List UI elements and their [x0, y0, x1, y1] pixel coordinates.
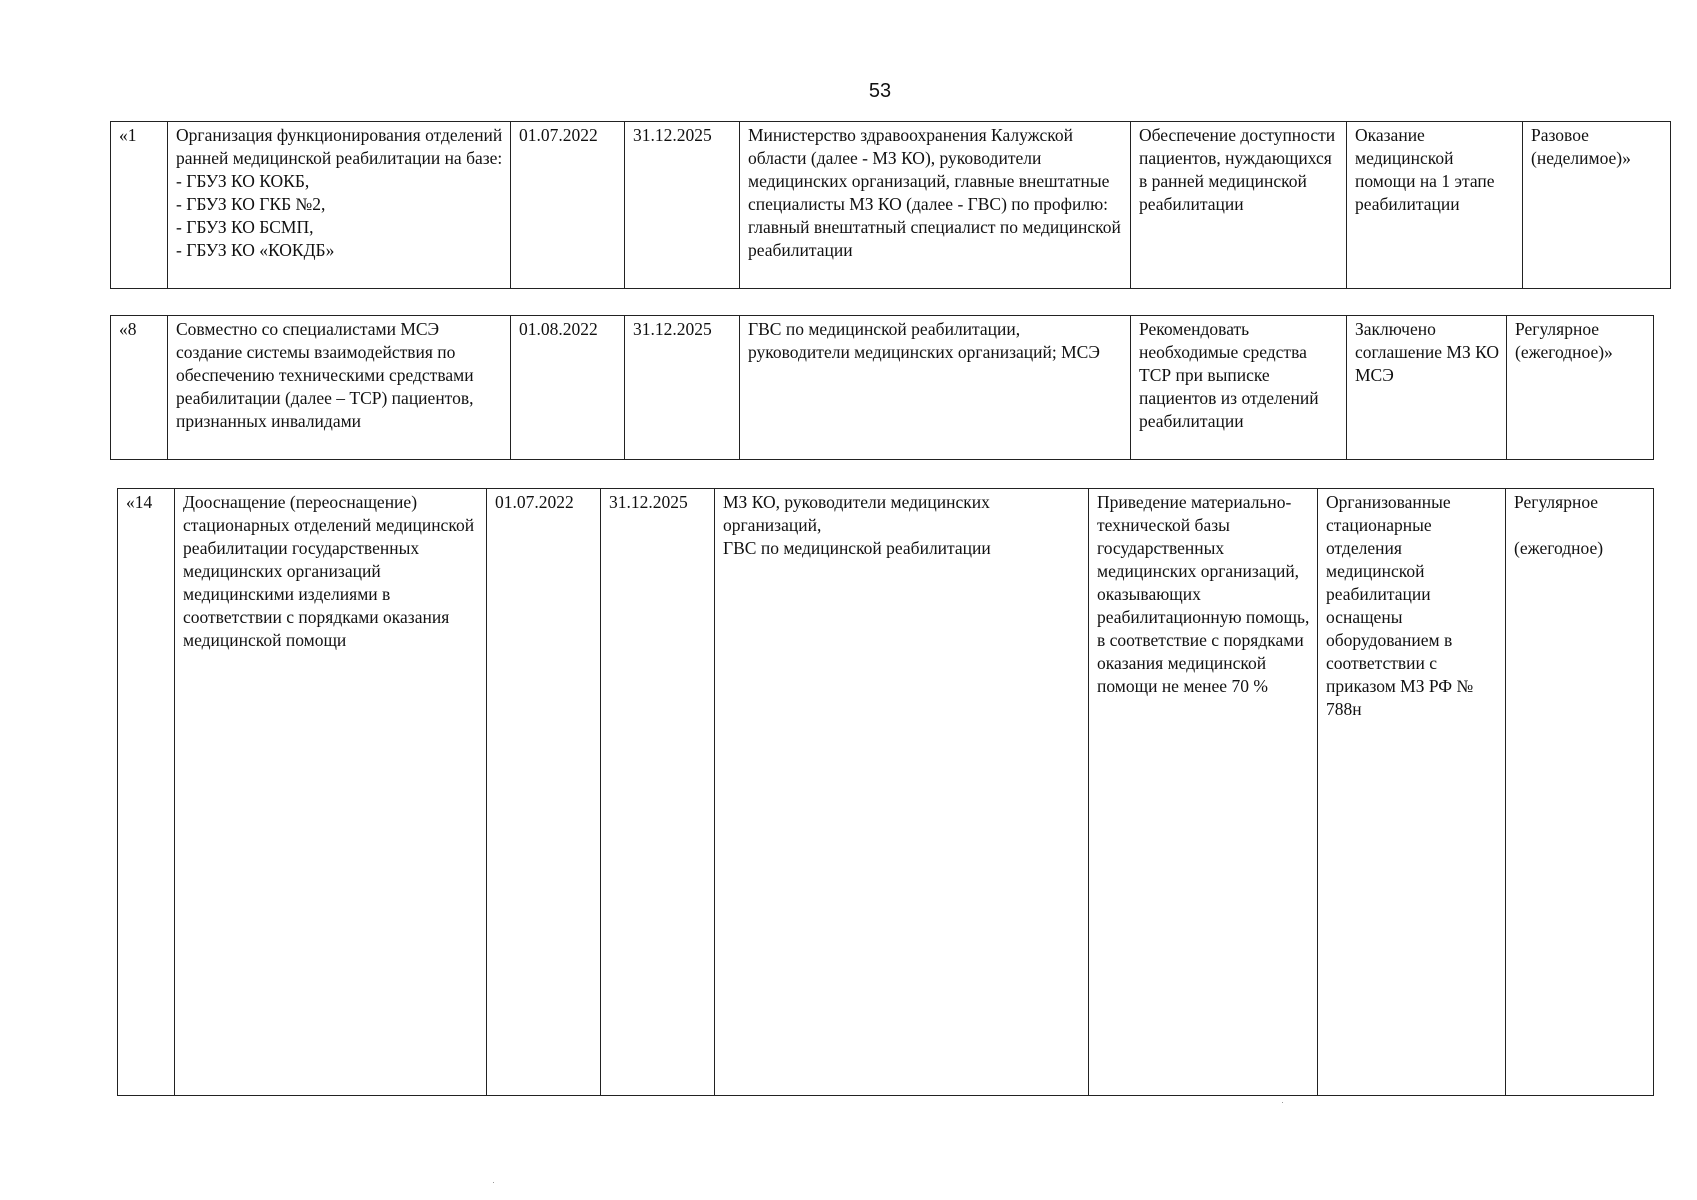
end-date-cell: 31.12.2025	[601, 489, 715, 1096]
responsible-cell: Министерство здравоохранения Калужской области (далее - МЗ КО), руководители медицинских организаций, главные внештатные специалисты МЗ КО (далее - ГВС) по профилю: главный внештатный специалист по медицинской реабилитации	[740, 122, 1131, 289]
type-cell: Регулярное (ежегодное)	[1506, 489, 1654, 1096]
start-date-cell: 01.07.2022	[511, 122, 625, 289]
result-cell: Организованные стационарные отделения медицинской реабилитации оснащены оборудованием в соответствии с приказом МЗ РФ № 788н	[1318, 489, 1506, 1096]
row-number: «1	[111, 122, 168, 289]
row-number: «8	[111, 316, 168, 460]
start-date-cell: 01.08.2022	[511, 316, 625, 460]
goal-cell: Рекомендовать необходимые средства ТСР при выписке пациентов из отделений реабилитации	[1131, 316, 1347, 460]
table-row	[117, 488, 1654, 1096]
scan-speck	[1282, 1102, 1283, 1103]
activity-cell: Совместно со специалистами МСЭ создание системы взаимодействия по обеспечению техническими средствами реабилитации (далее – ТСР) пациентов, признанных инвалидами	[168, 316, 511, 460]
activity-cell: Организация функционирования отделений ранней медицинской реабилитации на базе: - ГБУЗ КО КОКБ, - ГБУЗ КО ГКБ №2, - ГБУЗ КО БСМП, - ГБУЗ КО «КОКДБ»	[168, 122, 511, 289]
scan-speck	[493, 1182, 494, 1183]
type-cell: Разовое (неделимое)»	[1523, 122, 1671, 289]
end-date-cell: 31.12.2025	[625, 316, 740, 460]
row-number: «14	[118, 489, 175, 1096]
result-cell: Заключено соглашение МЗ КО МСЭ	[1347, 316, 1507, 460]
end-date-cell: 31.12.2025	[625, 122, 740, 289]
result-cell: Оказание медицинской помощи на 1 этапе реабилитации	[1347, 122, 1523, 289]
table-row	[110, 121, 1671, 289]
activity-cell: Дооснащение (переоснащение) стационарных отделений медицинской реабилитации государственных медицинских организаций медицинскими изделиями в соответствии с порядками оказания медицинской помощи	[175, 489, 487, 1096]
start-date-cell: 01.07.2022	[487, 489, 601, 1096]
goal-cell: Приведение материально-технической базы государственных медицинских организаций, оказывающих реабилитационную помощь, в соответствие с порядками оказания медицинской помощи не менее 70 %	[1089, 489, 1318, 1096]
goal-cell: Обеспечение доступности пациентов, нуждающихся в ранней медицинской реабилитации	[1131, 122, 1347, 289]
page-number: 53	[868, 80, 892, 102]
responsible-cell: МЗ КО, руководители медицинских организаций, ГВС по медицинской реабилитации	[715, 489, 1089, 1096]
responsible-cell: ГВС по медицинской реабилитации, руководители медицинских организаций; МСЭ	[740, 316, 1131, 460]
type-cell: Регулярное (ежегодное)»	[1507, 316, 1654, 460]
table-row	[110, 315, 1654, 460]
